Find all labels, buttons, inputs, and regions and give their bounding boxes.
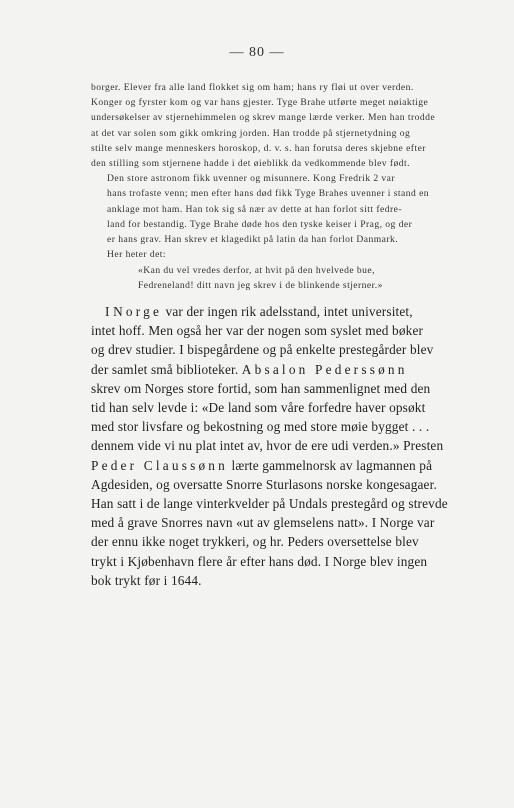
small-paragraph	[91, 171, 485, 247]
text-run: var der ingen rik adelsstand, intet universitet,	[162, 304, 413, 319]
text-line	[91, 475, 486, 494]
quote-line: «Kan du vel vredes derfor, at hvit på den hvelvede bue,	[138, 265, 375, 276]
text-run: og drev studier. I bispegårdene og på enkelte prestegårder blev	[91, 342, 434, 358]
text-run: Agdesiden, og oversatte Snorre Sturlasons norske kongesagaer.	[91, 476, 437, 492]
text-run: med å grave Snorres navn «ut av glemselens natt». I Norge var	[91, 515, 435, 531]
main-text	[91, 302, 486, 590]
text-run: tid han selv levde i: «De land som våre forfedre haver opsøkt	[91, 400, 426, 416]
text-run: lærte gammelnorsk av lagmannen på	[228, 457, 433, 473]
text-line: borger. Elever fra alle land flokket sig om ham; hans ry fløi ut over verden.	[91, 82, 414, 93]
text-line: stilte selv mange menneskers horoskop, d. v. s. han forutsa deres skjebne efter	[91, 142, 426, 154]
text-line: Den store astronom fikk uvenner og misunnere. Kong Fredrik 2 var	[107, 173, 396, 185]
spaced-name: Absalon Pederssønn	[241, 361, 408, 377]
spaced-name: Peder Claussønn	[91, 457, 229, 473]
text-line: undersøkelser av stjernehimmelen og skrev mange lærde verker. Men han trodde	[91, 112, 436, 124]
text-line: er hans grav. Han skrev et klagedikt på latin da han forlot Danmark.	[107, 234, 399, 246]
text-run: intet hoff. Men også her var der nogen som syslet med bøker	[91, 323, 424, 339]
text-line	[91, 436, 486, 455]
text-run: der samlet små biblioteker.	[91, 361, 242, 377]
text-line: anklage mot ham. Han tok sig så nær av dette at han forlot sitt fedre-	[107, 203, 402, 215]
small-paragraph	[91, 247, 485, 262]
text-run: skrev om Norges store fortid, som han sammenlignet med den	[91, 380, 431, 396]
text-run: bok trykt før i 1644.	[91, 572, 202, 588]
text-run: trykt i Kjøbenhavn flere år efter hans død. I Norge blev ingen	[91, 553, 428, 569]
text-run: med stor livsfare og bekostning og med store møie bygget . . .	[91, 419, 430, 435]
text-line	[91, 360, 486, 379]
text-line: hans trofaste venn; men efter hans død fikk Tyge Brahes uvenner i stand en	[107, 188, 430, 200]
text-run: dennem vide vi nu plat intet av, hvor de ere udi verden.» Presten	[91, 438, 444, 454]
text-line	[91, 513, 486, 532]
text-line	[91, 321, 486, 340]
text-line	[91, 571, 486, 590]
text-line: at det var solen som gikk omkring jorden. Han trodde på stjernetydning og	[91, 127, 411, 139]
text-line	[91, 456, 486, 475]
poem-quote	[138, 263, 478, 293]
small-print-text	[91, 80, 485, 262]
text-line	[91, 494, 486, 513]
text-line	[91, 379, 486, 398]
text-line	[91, 398, 486, 417]
text-line: Konger og fyrster kom og var hans gjester. Tyge Brahe utførte meget nøiaktige	[91, 97, 429, 109]
text-line	[91, 340, 486, 359]
text-line: den stilling som stjernene hadde i det øieblikk da vedkommende blev født.	[91, 158, 410, 170]
text-line: land for bestandig. Tyge Brahe døde hos den tyske keiser i Prag, og der	[107, 218, 413, 230]
text-run: der ennu ikke noget trykkeri, og hr. Peders oversettelse blev	[91, 534, 419, 550]
spaced-name: Norge	[113, 304, 163, 319]
text-run: I	[105, 304, 114, 319]
quote-line: Fedreneland! ditt navn jeg skrev i de blinkende stjerner.»	[138, 280, 383, 292]
text-line	[91, 552, 486, 571]
text-line	[91, 532, 486, 551]
text-run: Han satt i de lange vinterkvelder på Undals prestegård og strevde	[91, 496, 448, 512]
text-line	[91, 417, 486, 436]
small-paragraph	[91, 80, 485, 171]
page-number: — 80 —	[229, 45, 285, 60]
text-line	[91, 302, 486, 321]
text-line: Her heter det:	[107, 249, 167, 261]
